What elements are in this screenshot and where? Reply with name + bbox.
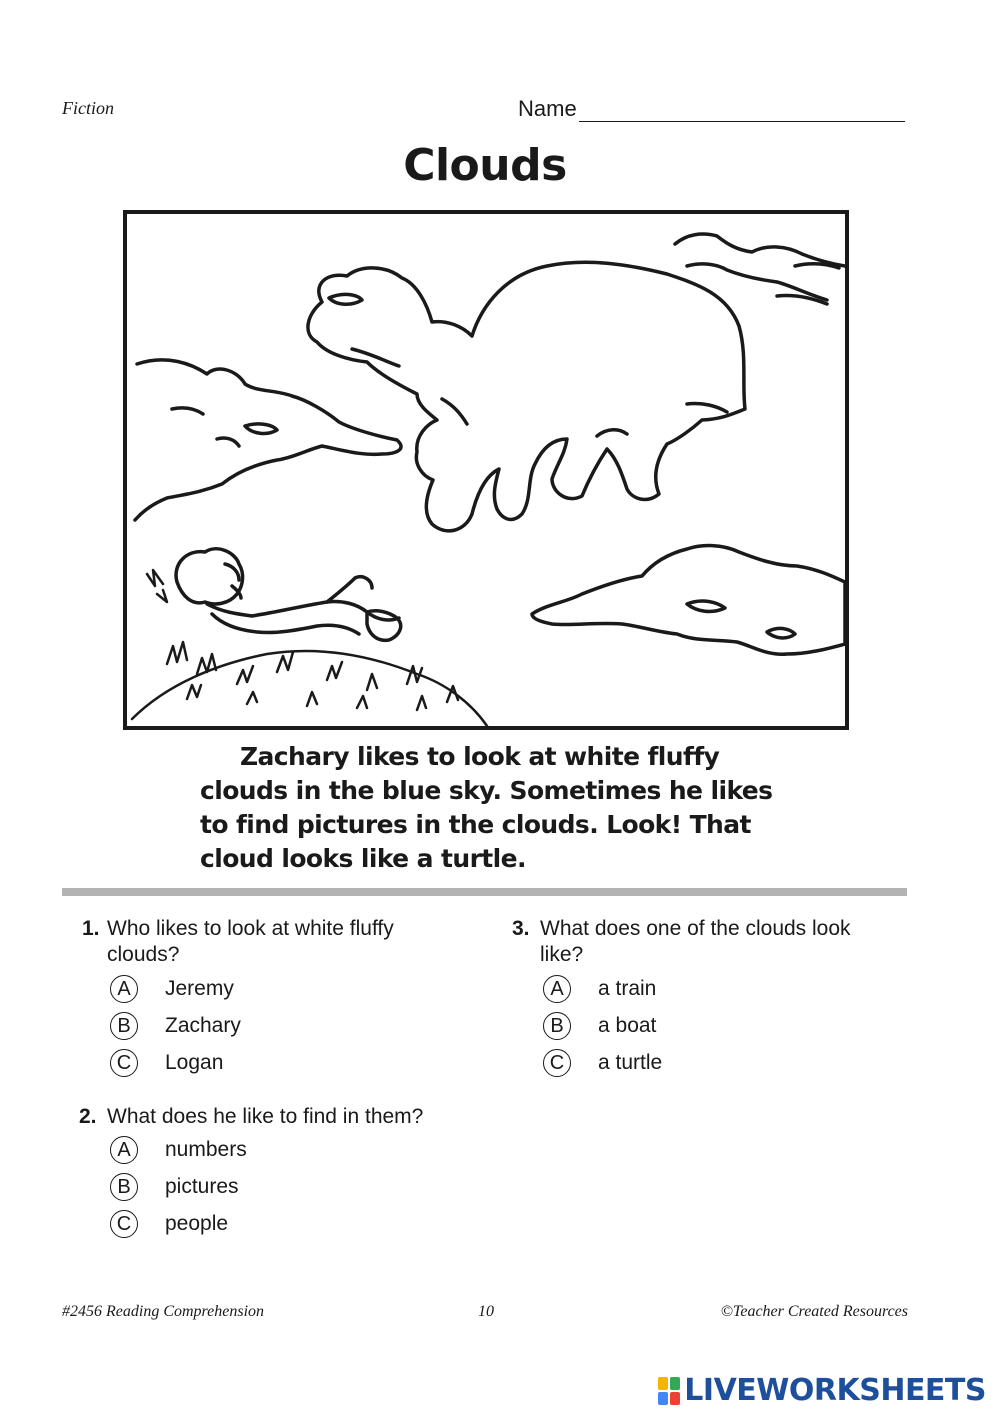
top-right-cloud [675,234,845,266]
answer-option[interactable] [543,975,656,1003]
question-number: 1. [82,917,100,940]
answer-option[interactable] [543,1049,662,1077]
name-field[interactable] [518,96,905,122]
turtle-cloud [308,262,745,531]
option-text: a boat [598,1014,657,1037]
grass [132,570,487,726]
option-text: people [165,1212,229,1235]
option-text: a turtle [598,1051,663,1074]
page-title: Clouds [403,140,567,191]
answer-bubble[interactable]: C [110,1049,138,1077]
question-text: What does one of the clouds look [540,917,851,940]
brand-watermark[interactable] [658,1373,986,1408]
answer-option[interactable] [110,1049,223,1077]
question-text-continued: like? [540,943,584,966]
option-text: a train [598,977,657,1000]
answer-option[interactable] [110,975,234,1003]
option-text: pictures [165,1175,239,1198]
bottom-right-cloud [532,546,845,655]
option-text: Jeremy [165,977,234,1000]
answer-option[interactable] [110,1210,228,1238]
cloud-illustration [123,210,849,730]
option-text: Zachary [165,1014,241,1037]
section-divider [62,888,907,896]
option-text: numbers [165,1138,247,1161]
answer-option[interactable] [110,1173,239,1201]
logo-cell [658,1377,668,1390]
name-blank-line[interactable] [579,101,905,122]
genre-label: Fiction [62,98,114,118]
answer-bubble[interactable]: A [110,975,138,1003]
logo-cell [658,1392,668,1405]
option-text: Logan [165,1051,224,1074]
answer-bubble[interactable]: B [110,1012,138,1040]
logo-cell [670,1392,680,1405]
footer-book-title: #2456 Reading Comprehension [62,1303,265,1320]
answer-bubble[interactable]: B [543,1012,571,1040]
logo-cell [670,1377,680,1390]
question-number: 3. [512,917,530,940]
answer-bubble[interactable]: B [110,1173,138,1201]
answer-bubble[interactable]: C [110,1210,138,1238]
brand-name: LIVEWORKSHEETS [684,1373,986,1408]
question-number: 2. [79,1105,97,1128]
answer-option[interactable] [543,1012,656,1040]
footer-page-number: 10 [478,1303,494,1320]
question-text: Who likes to look at white fluffy [107,917,394,940]
story-passage [200,740,800,876]
question-text: What does he like to find in them? [107,1105,424,1128]
story-text: Zachary likes to look at white fluffy clouds in the blue sky. Sometimes he likes to find pictures in the clouds. Look! That cloud looks like a turtle. [200,742,773,873]
question-text-continued: clouds? [107,943,180,966]
left-cloud [135,360,401,520]
name-label: Name [518,96,577,121]
answer-bubble[interactable]: A [543,975,571,1003]
answer-bubble[interactable]: C [543,1049,571,1077]
answer-option[interactable] [110,1136,247,1164]
liveworksheets-logo-icon [658,1377,680,1405]
answer-bubble[interactable]: A [110,1136,138,1164]
footer-publisher: ©Teacher Created Resources [720,1303,908,1320]
answer-option[interactable] [110,1012,241,1040]
boy-figure [176,549,401,641]
